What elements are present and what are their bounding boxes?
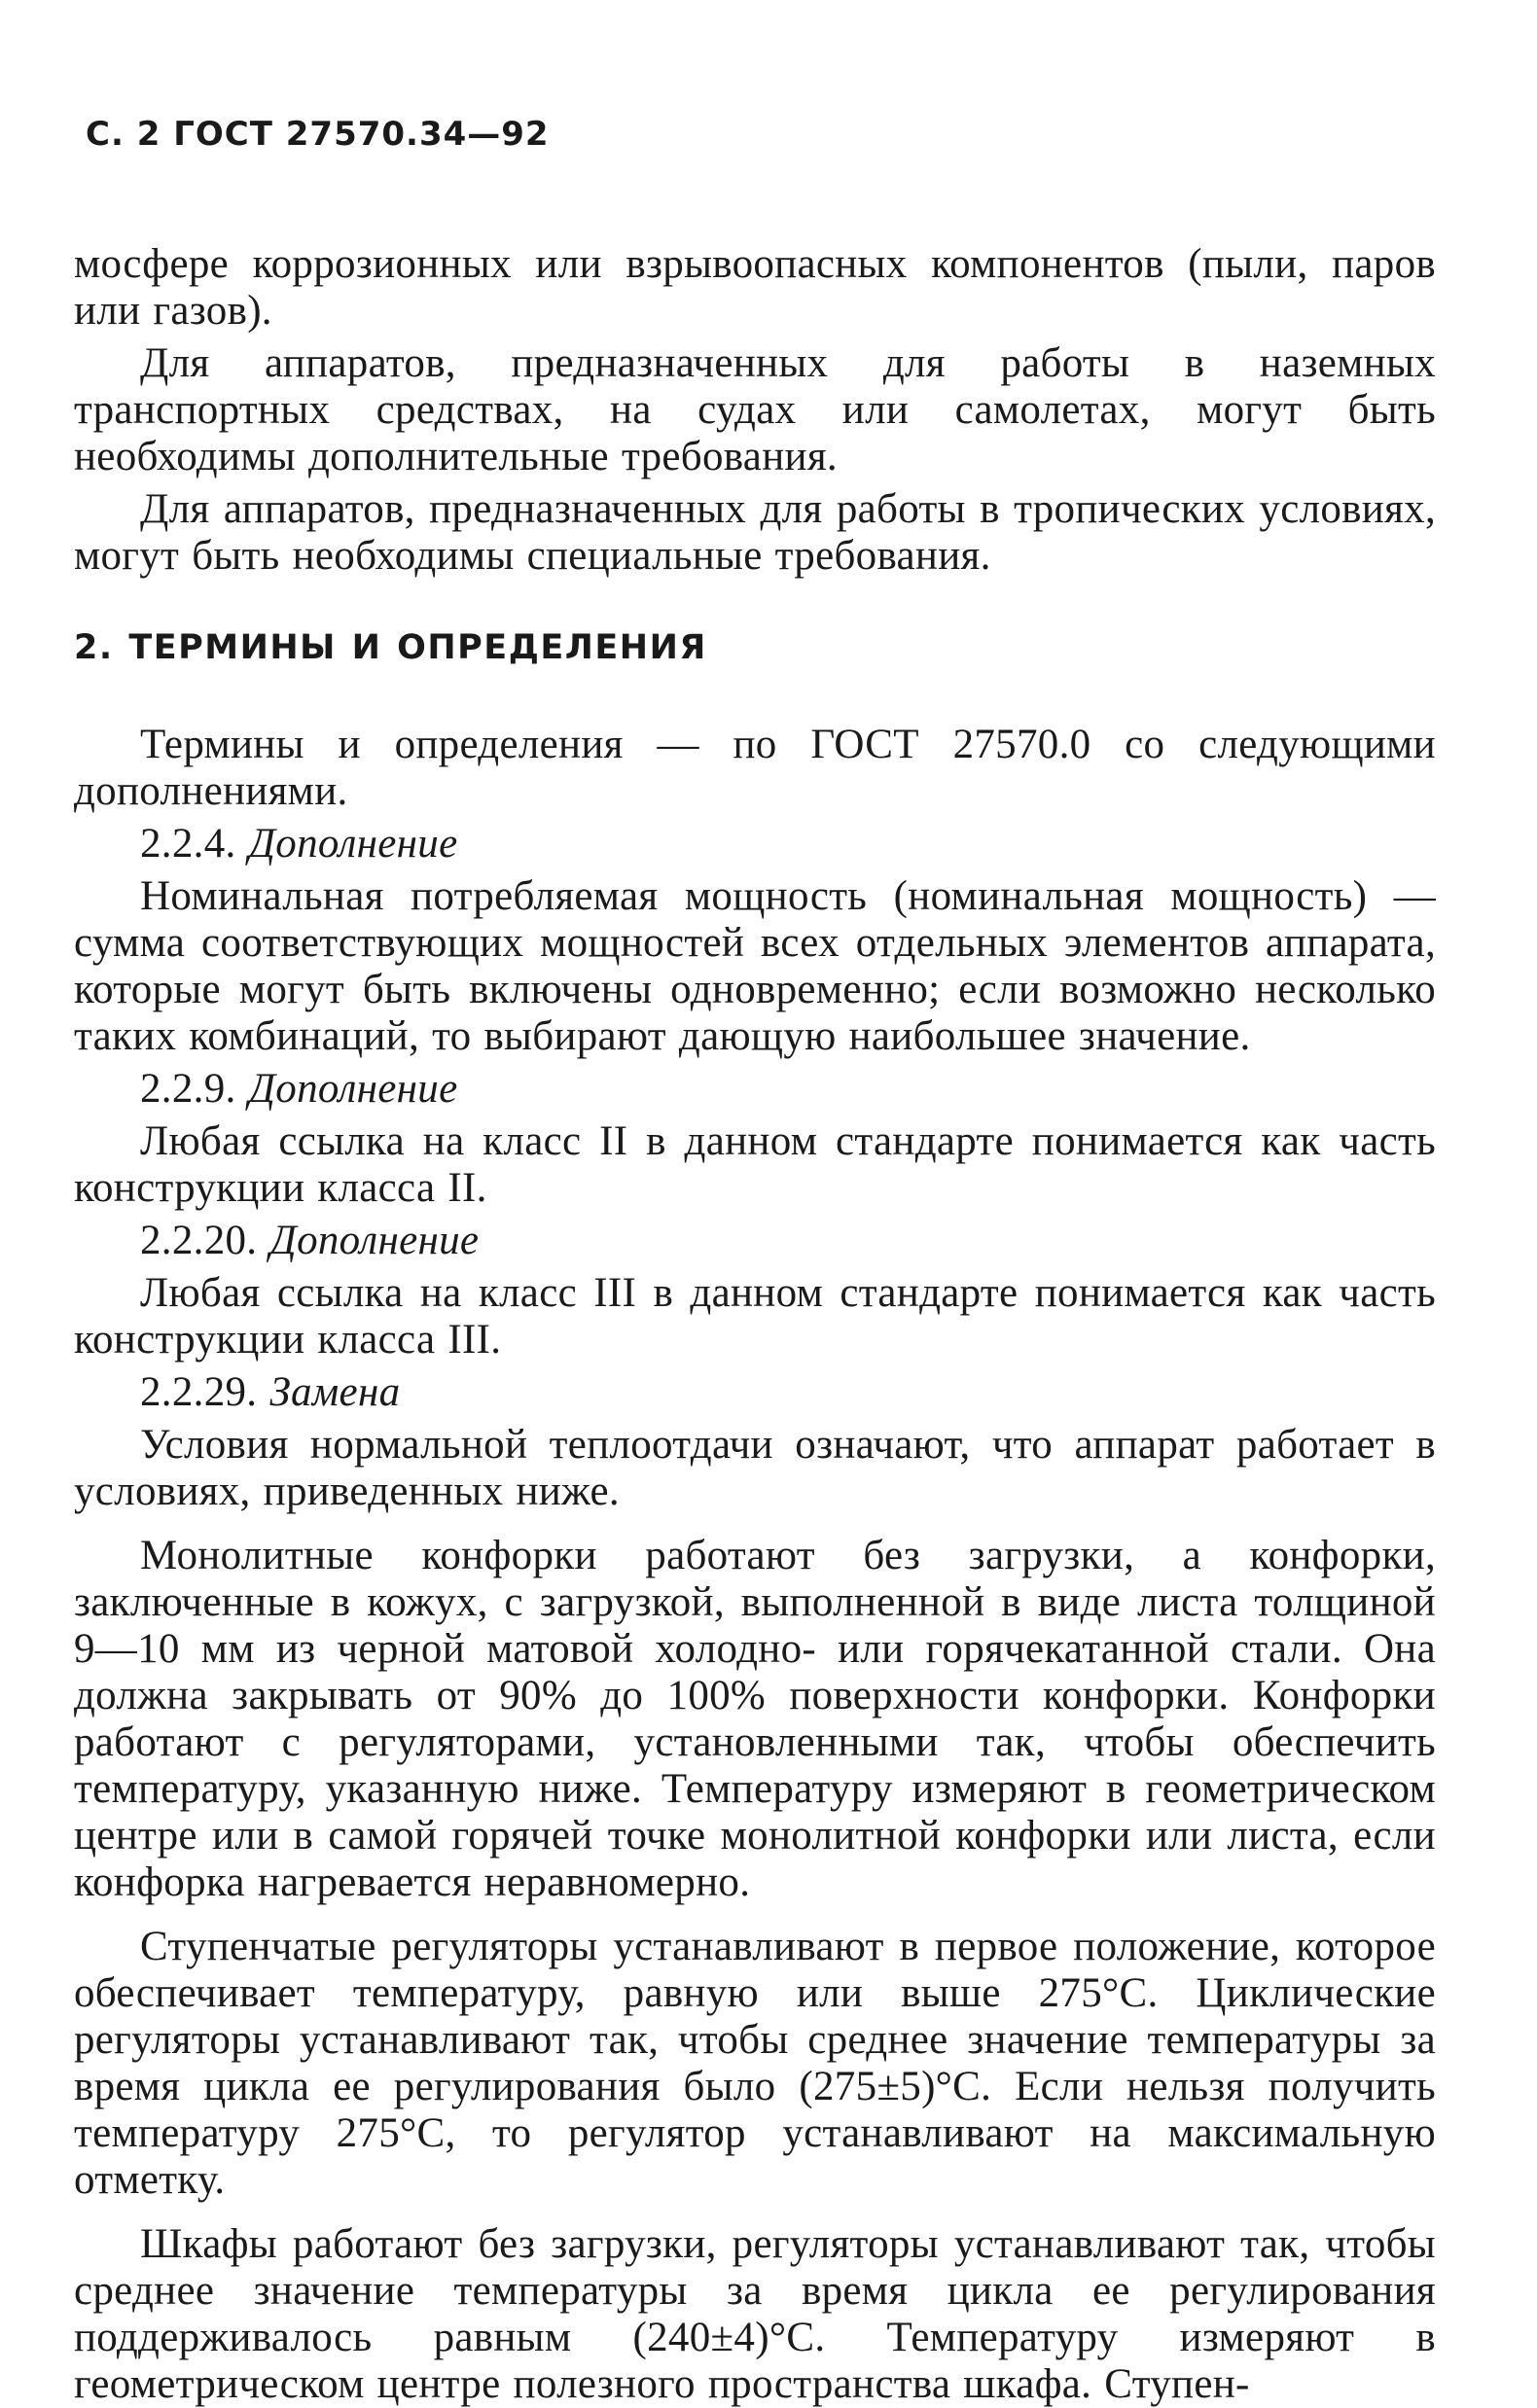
paragraph-transport: Для аппаратов, предназначенных для работы в наземных транспортных средствах, на судах или самолетах, могут быть необходимы дополнительные требования.	[74, 340, 1436, 479]
clause-number: 2.2.29.	[140, 1369, 258, 1415]
clause-title: Замена	[269, 1369, 401, 1415]
clause-heading	[74, 821, 1436, 868]
clause-title: Дополнение	[248, 821, 458, 867]
clause-text: Номинальная потребляемая мощность (номинальная мощность) — сумма соответствующих мощностей всех отдельных элементов аппарата, которые могут быть включены одновременно; если возможно несколько таких комбинаций, то выбирают дающую наибольшее значение.	[74, 873, 1436, 1059]
clause-number: 2.2.9.	[140, 1066, 236, 1112]
clause-number: 2.2.4.	[140, 821, 236, 867]
paragraph-regulators: Ступенчатые регуляторы устанавливают в первое положение, которое обеспечивает температуру, равную или выше 275°С. Циклические регуляторы устанавливают так, чтобы среднее значение температуры за время цикла ее регулирования было (275±5)°С. Если нельзя получить температуру 275°С, то регулятор устанавливают на максимальную отметку.	[74, 1924, 1436, 2203]
paragraph-burners: Монолитные конфорки работают без загрузки, а конфорки, заключенные в кожух, с загрузкой, выполненной в виде листа толщиной 9—10 мм из черной матовой холодно- или горячекатанной стали. Она должна закрывать от 90% до 100% поверхности конфорки. Конфорки работают с регуляторами, установленными так, чтобы обеспечить температуру, указанную ниже. Температуру измеряют в геометрическом центре или в самой горячей точке монолитной конфорки или листа, если конфорка нагревается неравномерно.	[74, 1533, 1436, 1905]
section-heading: 2. ТЕРМИНЫ И ОПРЕДЕЛЕНИЯ	[74, 628, 707, 667]
clause-heading	[74, 1218, 1436, 1264]
clause-text: Любая ссылка на класс III в данном стандарте понимается как часть конструкции класса III.	[74, 1270, 1436, 1363]
clause-text: Условия нормальной теплоотдачи означают, что аппарат работает в условиях, приведенных ниже.	[74, 1422, 1436, 1514]
clause-title: Дополнение	[248, 1066, 458, 1112]
document-body	[74, 241, 1436, 2408]
paragraph-continuation: мосфере коррозионных или взрывоопасных компонентов (пыли, паров или газов).	[74, 241, 1436, 334]
page-header: С. 2 ГОСТ 27570.34—92	[86, 115, 550, 154]
clause-heading	[74, 1369, 1436, 1416]
clause-number: 2.2.20.	[140, 1218, 258, 1263]
clause-heading	[74, 1066, 1436, 1113]
clause-title: Дополнение	[269, 1218, 480, 1263]
clause-text: Любая ссылка на класс II в данном стандарте понимается как часть конструкции класса II.	[74, 1118, 1436, 1211]
document-page	[74, 115, 1436, 2407]
paragraph-ovens: Шкафы работают без загрузки, регуляторы устанавливают так, чтобы среднее значение температуры за время цикла ее регулирования поддерживалось равным (240±4)°С. Температуру измеряют в геометрическом центре полезного пространства шкафа. Ступен-	[74, 2221, 1436, 2407]
paragraph-tropical: Для аппаратов, предназначенных для работы в тропических условиях, могут быть необходимы специальные требования.	[74, 486, 1436, 579]
section-intro: Термины и определения — по ГОСТ 27570.0 со следующими дополнениями.	[74, 722, 1436, 814]
